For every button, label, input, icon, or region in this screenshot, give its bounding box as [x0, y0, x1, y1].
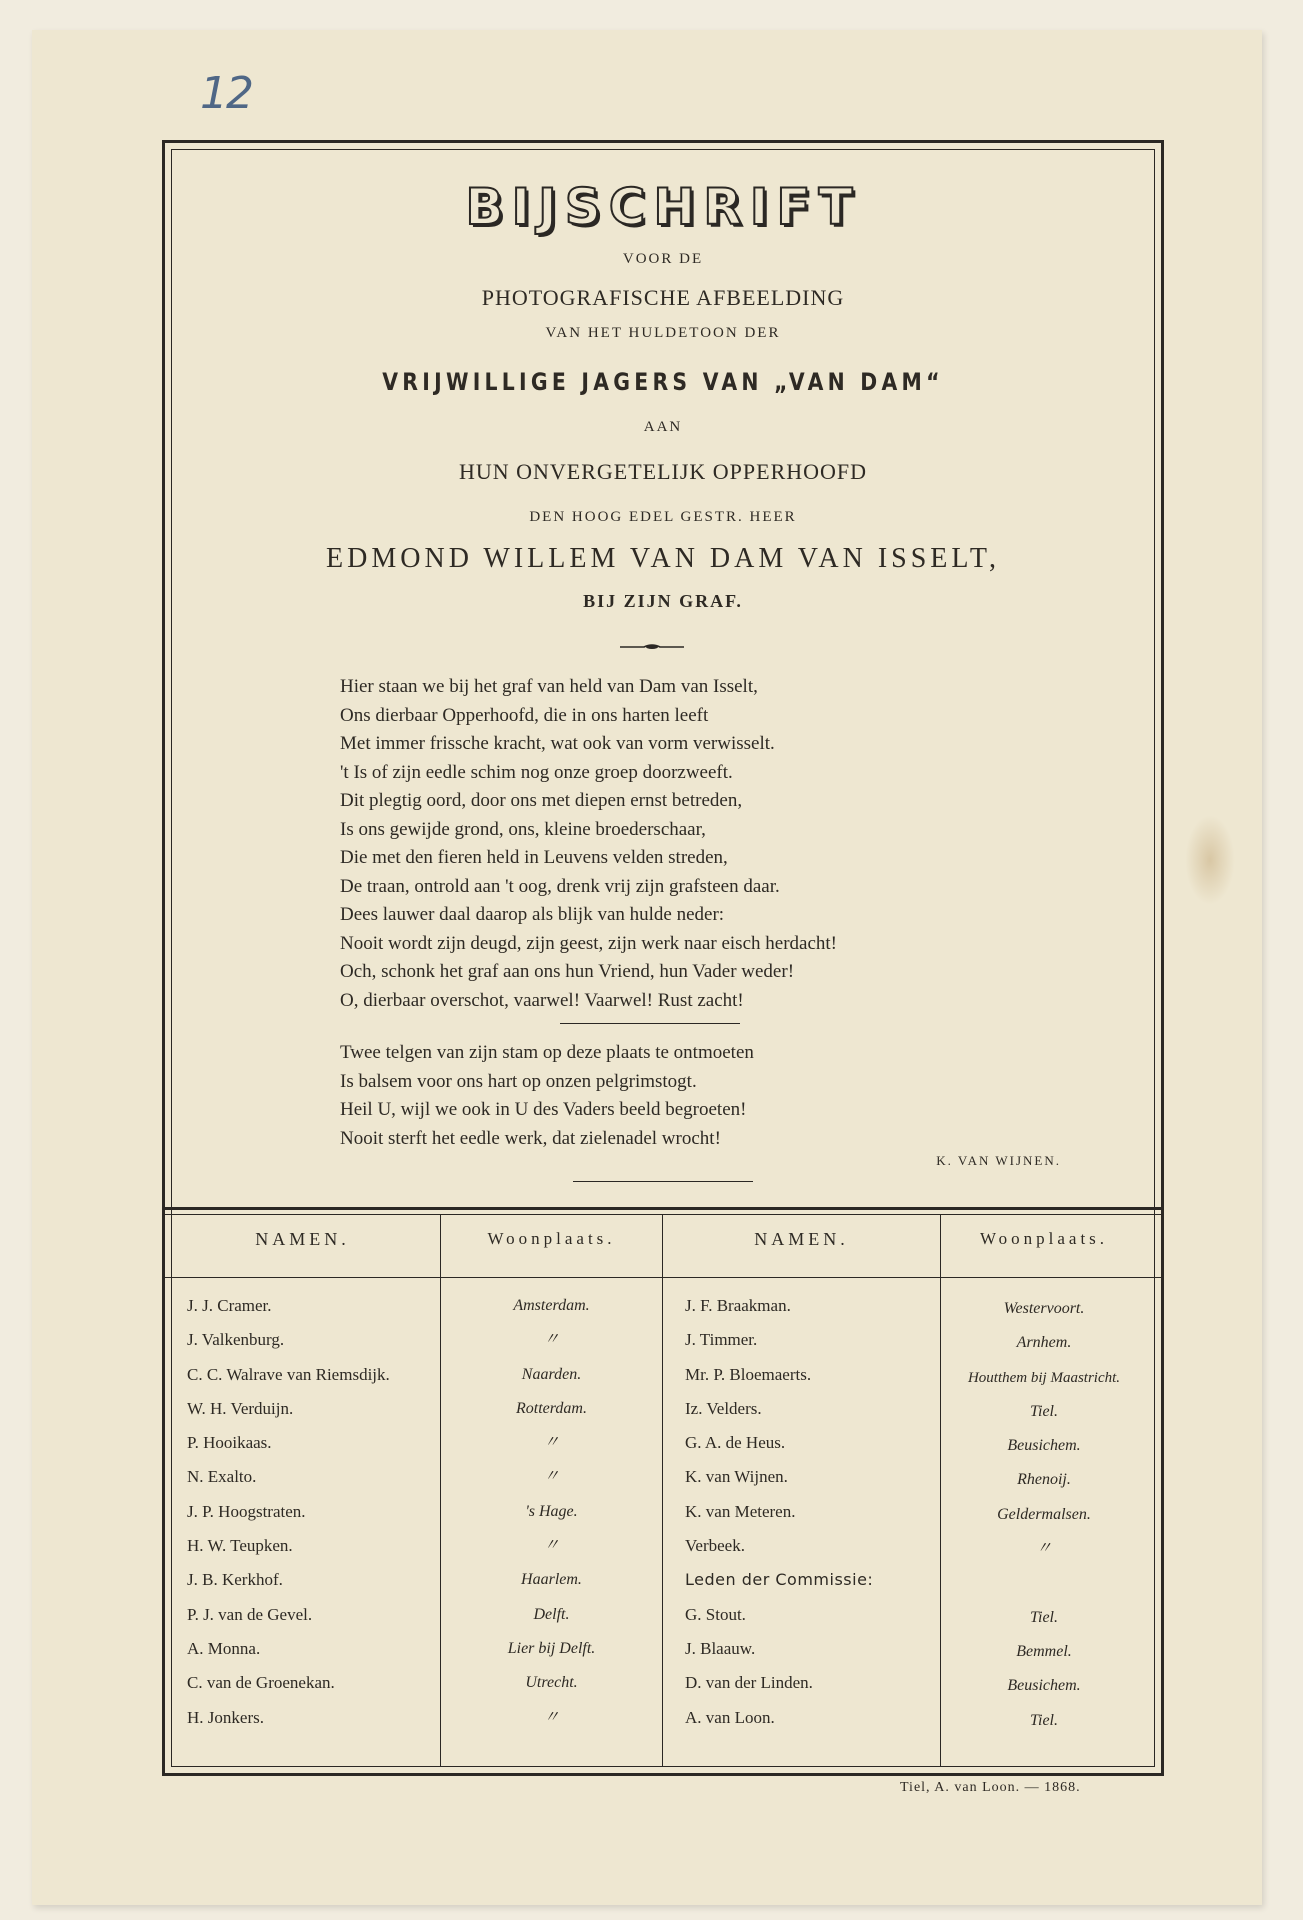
poem-signature: K. VAN WIJNEN. [936, 1153, 1061, 1168]
subtitle-huldetoon: VAN HET HULDETOON DER [545, 325, 781, 341]
table-cell: Tiel. [1029, 1711, 1058, 1729]
table-cell: Naarden. [521, 1365, 582, 1383]
table-cell: Lier bij Delft. [507, 1639, 596, 1657]
flourish-ornament [620, 643, 684, 651]
table-cell: Beusichem. [1007, 1437, 1081, 1455]
table-row: Verbeek. [685, 1536, 745, 1556]
poem-line: Och, schonk het graf aan ons hun Vriend, hun Vader weder! [340, 961, 795, 982]
poem-line: Is balsem voor ons hart op onzen pelgrimstogt. [340, 1070, 697, 1092]
table-cell: Tiel. [1029, 1608, 1058, 1626]
table-row: J. J. Cramer. [187, 1296, 272, 1315]
table-row: C. van de Groenekan. [187, 1673, 335, 1693]
poem-line: Dit plegtig oord, door ons met diepen ernst betreden, [340, 790, 743, 811]
table-cell: Geldermalsen. [997, 1505, 1091, 1523]
table-row: P. J. van de Gevel. [187, 1604, 313, 1624]
table-row: Iz. Velders. [685, 1398, 762, 1418]
right-places-column [941, 1292, 1147, 1738]
table-row: C. C. Walrave van Riemsdijk. [187, 1364, 390, 1384]
table-cell: Amsterdam. [513, 1297, 590, 1314]
section-divider [573, 1181, 753, 1182]
left-names-column [187, 1289, 390, 1735]
table-row: W. H. Verduijn. [187, 1398, 294, 1418]
poem-line: De traan, ontrold aan 't oog, drenk vrij zijn grafsteen daar. [340, 875, 780, 897]
pencil-annotation: 12 [200, 68, 252, 119]
table-cell [941, 1566, 1147, 1600]
paper-stain [1185, 815, 1235, 905]
table-cell: Utrecht. [525, 1674, 578, 1692]
subtitle-aan: AAN [643, 419, 683, 435]
table-cell: 〃 [543, 1434, 560, 1452]
table-row: J. Timmer. [685, 1330, 758, 1350]
poem-line: 't Is of zijn eedle schim nog onze groep doorzweeft. [340, 761, 733, 783]
poem-line: Is ons gewijde grond, ons, kleine broederschaar, [340, 818, 706, 840]
table-row: G. Stout. [685, 1604, 746, 1624]
table-row: K. van Meteren. [685, 1501, 796, 1521]
table-row: N. Exalto. [187, 1467, 257, 1487]
poem-line: Dees lauwer daal daarop als blijk van hulde neder: [340, 904, 725, 925]
table-cell: 〃 [543, 1468, 560, 1486]
table-row: P. Hooikaas. [187, 1433, 272, 1453]
poem-line: Ons dierbaar Opperhoofd, die in ons harten leeft [340, 704, 709, 726]
poem-line: Met immer frissche kracht, wat ook van vorm verwisselt. [340, 733, 775, 754]
subtitle-voor-de: VOOR DE [622, 251, 704, 267]
poem-line: Nooit sterft het eedle werk, dat zielenadel wrocht! [340, 1127, 721, 1149]
header-namen-right: NAMEN. [754, 1229, 849, 1249]
table-cell: 〃 [543, 1537, 560, 1555]
table-row: G. A. de Heus. [685, 1433, 786, 1453]
header-woonplaats-right: Woonplaats. [979, 1229, 1109, 1248]
table-cell: Rhenoij. [1017, 1471, 1071, 1489]
left-places-column [441, 1289, 662, 1735]
poem-stanza-2 [340, 1039, 980, 1153]
names-table [165, 1207, 1161, 1767]
header-namen-left: NAMEN. [255, 1229, 350, 1249]
document-title: BIJSCHRIFT [465, 178, 861, 236]
right-names-column [685, 1289, 873, 1735]
poem-line: O, dierbaar overschot, vaarwel! Vaarwel! Rust zacht! [340, 989, 744, 1011]
subtitle-vrijwillige-jagers: VRIJWILLIGE JAGERS VAN „VAN DAM“ [382, 368, 944, 396]
poem-line: Hier staan we bij het graf van held van Dam van Isselt, [340, 676, 758, 697]
poem-line: Nooit wordt zijn deugd, zijn geest, zijn werk naar eisch herdacht! [340, 932, 837, 954]
header-woonplaats-left: Woonplaats. [487, 1229, 616, 1248]
table-cell: 〃 [1035, 1540, 1052, 1558]
table-cell: 〃 [543, 1708, 560, 1726]
table-row: J. F. Braakman. [685, 1296, 791, 1315]
table-cell: Houtthem bij Maastricht. [967, 1369, 1121, 1386]
table-row: J. P. Hoogstraten. [187, 1501, 306, 1521]
poem-stanza-1 [340, 673, 980, 1015]
table-cell: Arnhem. [1016, 1334, 1072, 1352]
table-row: J. Blaauw. [685, 1638, 756, 1658]
poem-line: Twee telgen van zijn stam op deze plaats te ontmoeten [340, 1042, 754, 1063]
table-row: D. van der Linden. [685, 1673, 813, 1693]
table-cell: Bemmel. [1016, 1642, 1072, 1660]
poem-line: Heil U, wijl we ook in U des Vaders beeld begroeten! [340, 1099, 747, 1120]
poem-line: Die met den fieren held in Leuvens velden streden, [340, 847, 728, 868]
printer-imprint: Tiel, A. van Loon. — 1868. [900, 1780, 1081, 1795]
table-row: H. W. Teupken. [187, 1536, 293, 1556]
subtitle-opperhoofd: HUN ONVERGETELIJK OPPERHOOFD [458, 459, 868, 484]
table-cell: 〃 [543, 1331, 560, 1349]
table-row: A. Monna. [187, 1638, 261, 1658]
table-cell: Delft. [533, 1605, 570, 1623]
subtitle-heer: DEN HOOG EDEL GESTR. HEER [529, 509, 797, 525]
poem-divider [560, 1023, 740, 1024]
table-row: J. B. Kerkhof. [187, 1570, 283, 1590]
table-row: J. Valkenburg. [187, 1330, 285, 1350]
table-cell: Tiel. [1029, 1402, 1058, 1420]
subtitle-bij-zijn-graf: BIJ ZIJN GRAF. [583, 591, 743, 611]
table-cell: Beusichem. [1007, 1677, 1081, 1695]
table-cell: 's Hage. [525, 1502, 578, 1520]
table-cell: Rotterdam. [516, 1399, 587, 1417]
table-row: Mr. P. Bloemaerts. [685, 1364, 812, 1384]
table-row: K. van Wijnen. [685, 1467, 788, 1487]
committee-heading: Leden der Commissie: [685, 1570, 874, 1590]
table-row: A. van Loon. [685, 1707, 775, 1727]
document-frame [162, 140, 1164, 1776]
subtitle-photografische: PHOTOGRAFISCHE AFBEELDING [481, 285, 845, 310]
honoree-name: EDMOND WILLEM VAN DAM VAN ISSELT, [326, 543, 1000, 574]
table-cell: Westervoort. [1003, 1300, 1085, 1317]
table-cell: Haarlem. [521, 1571, 582, 1589]
table-row: H. Jonkers. [187, 1707, 264, 1727]
